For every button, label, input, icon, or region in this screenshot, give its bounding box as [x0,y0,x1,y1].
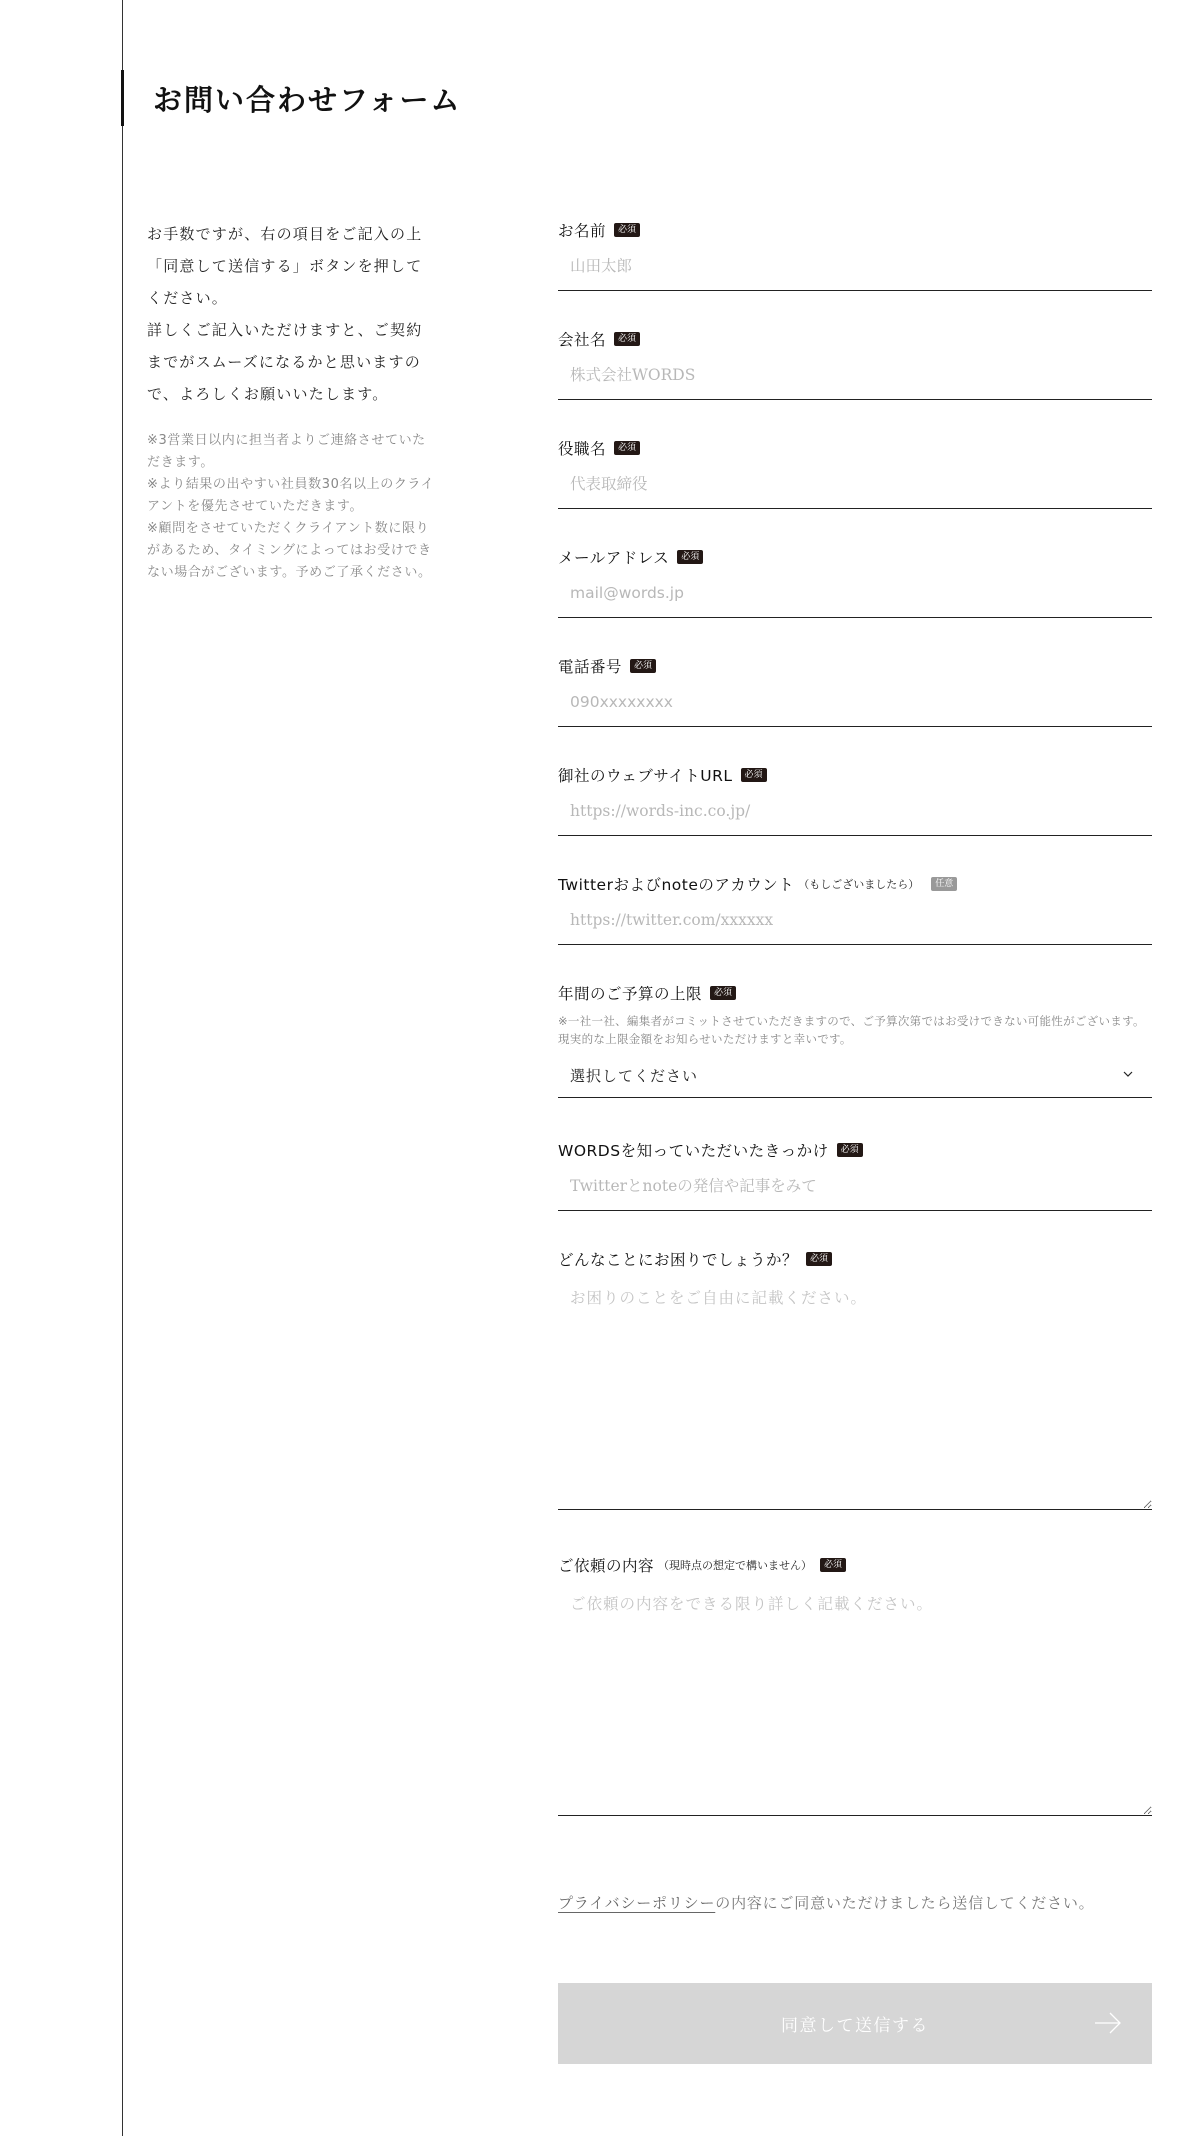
phone-input[interactable] [558,677,1152,727]
submit-button[interactable] [558,1983,1152,2064]
submit-label: 同意して送信する [781,2016,929,2036]
email-input[interactable] [558,568,1152,618]
left-vertical-rule [122,0,123,2136]
budget-label: 年間のご予算の上限 [558,985,703,1003]
arrow-right-icon [1094,2011,1122,2035]
privacy-notice-text: の内容にご同意いただけましたら送信してください。 [715,1894,1095,1912]
required-badge: 必須 [710,986,736,1000]
request-label: ご依頼の内容 [558,1557,655,1575]
company-label: 会社名 [558,331,607,349]
phone-label: 電話番号 [558,658,623,676]
intro-text [147,218,437,410]
note-item: ※より結果の出やすい社員数30名以上のクライアントを優先させていただきます。 [147,477,435,514]
required-badge: 必須 [614,332,640,346]
twitter-label: Twitterおよびnoteのアカウント [558,876,795,894]
field-name [558,219,1152,291]
position-label: 役職名 [558,440,607,458]
website-label: 御社のウェブサイトURL [558,767,733,785]
required-badge: 必須 [614,223,640,237]
note-item: ※顧問をさせていただくクライアント数に限りがあるため、タイミングによってはお受けできない場合がございます。予めご了承ください。 [147,521,432,580]
budget-select[interactable] [558,1054,1152,1098]
privacy-policy-link[interactable]: プライバシーポリシー [558,1894,716,1912]
required-badge: 必須 [806,1252,832,1266]
field-budget [558,982,1152,1098]
problem-label: どんなことにお困りでしょうか？ [558,1251,799,1269]
required-badge: 必須 [614,441,640,455]
problem-textarea[interactable] [558,1274,1152,1510]
privacy-notice [558,1892,1094,1913]
source-label: WORDSを知っていただいたきっかけ [558,1142,829,1160]
field-position [558,437,1152,509]
source-input[interactable] [558,1161,1152,1211]
twitter-label-note: （もしございましたら） [798,878,920,891]
budget-selected-value: 選択してください [570,1067,699,1085]
field-source [558,1139,1152,1211]
field-company [558,328,1152,400]
company-input[interactable] [558,350,1152,400]
email-label: メールアドレス [558,549,670,567]
field-phone [558,655,1152,727]
name-input[interactable] [558,241,1152,291]
optional-badge: 任意 [931,877,957,891]
chevron-down-icon [1122,1068,1134,1080]
field-website [558,764,1152,836]
intro-line: お手数ですが、右の項目をご記入の上「同意して送信する」ボタンを押してください。 [147,225,423,307]
field-request [558,1554,1152,1816]
field-email [558,546,1152,618]
field-problem [558,1248,1152,1510]
field-twitter [558,873,1152,945]
required-badge: 必須 [820,1558,846,1572]
position-input[interactable] [558,459,1152,509]
required-badge: 必須 [837,1143,863,1157]
request-textarea[interactable] [558,1580,1152,1816]
required-badge: 必須 [677,550,703,564]
twitter-input[interactable] [558,895,1152,945]
page-title: お問い合わせフォーム [153,83,462,117]
intro-notes [147,430,437,584]
required-badge: 必須 [741,768,767,782]
required-badge: 必須 [630,659,656,673]
intro-line: 詳しくご記入いただけますと、ご契約までがスムーズになるかと思いますので、よろしくお願いいたします。 [147,321,423,403]
name-label: お名前 [558,222,607,240]
note-item: ※3営業日以内に担当者よりご連絡させていただきます。 [147,433,426,470]
website-input[interactable] [558,786,1152,836]
title-accent-bar [121,70,124,126]
request-label-note: （現時点の想定で構いません） [658,1559,813,1572]
budget-hint: ※一社一社、編集者がコミットさせていただきますので、ご予算次第ではお受けできない可能性がございます。現実的な上限金額をお知らせいただけますと幸いです。 [558,1014,1145,1046]
